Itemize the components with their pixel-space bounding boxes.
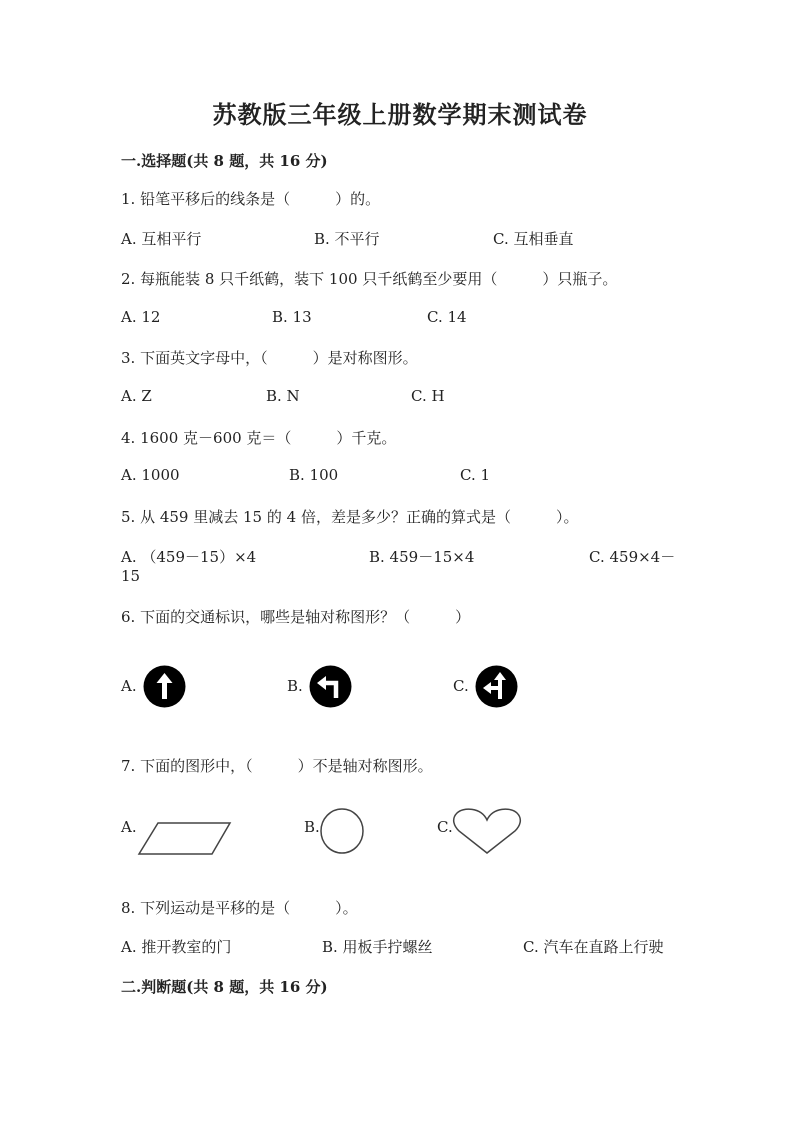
question-5: 5. 从 459 里减去 15 的 4 倍，差是多少？正确的算式是（ ）。 — [121, 508, 579, 526]
question-2: 2. 每瓶能装 8 只千纸鹤，装下 100 只千纸鹤至少要用（ ）只瓶子。 — [121, 270, 618, 288]
q3-option-c: C. H — [411, 387, 445, 405]
section-heading-choice: 一.选择题(共 8 题，共 16 分) — [121, 152, 328, 170]
straight-arrow-sign-icon — [143, 665, 186, 708]
q7-option-a: A. — [121, 818, 137, 836]
question-8: 8. 下列运动是平移的是（ ）。 — [121, 899, 358, 917]
q7-option-b: B. — [304, 818, 320, 836]
q1-option-c: C. 互相垂直 — [493, 230, 574, 248]
section-heading-judgement: 二.判断题(共 8 题，共 16 分) — [121, 978, 328, 996]
q2-option-c: C. 14 — [427, 308, 467, 326]
q4-option-a: A. 1000 — [121, 466, 180, 484]
q3-option-b: B. N — [266, 387, 300, 405]
q4-option-b: B. 100 — [289, 466, 339, 484]
question-1: 1. 铅笔平移后的线条是（ ）的。 — [121, 190, 381, 208]
q2-option-a: A. 12 — [121, 308, 161, 326]
q5-option-c: C. 459×4－ — [589, 548, 676, 566]
page-title: 苏教版三年级上册数学期末测试卷 — [212, 100, 588, 129]
parallelogram-icon — [136, 820, 234, 858]
question-7: 7. 下面的图形中，（ ）不是轴对称图形。 — [121, 757, 433, 775]
q6-option-b: B. — [287, 677, 303, 695]
left-turn-sign-icon — [309, 665, 352, 708]
heart-icon — [451, 804, 523, 856]
straight-or-left-sign-icon — [475, 665, 518, 708]
question-6: 6. 下面的交通标识，哪些是轴对称图形？（ ） — [121, 608, 471, 626]
q6-option-c: C. — [453, 677, 469, 695]
q1-option-b: B. 不平行 — [314, 230, 380, 248]
q3-option-a: A. Z — [121, 387, 152, 405]
q8-option-a: A. 推开教室的门 — [121, 938, 232, 956]
q2-option-b: B. 13 — [272, 308, 312, 326]
q5-option-a: A. （459－15）×4 — [121, 548, 257, 566]
q6-option-a: A. — [121, 677, 137, 695]
question-4: 4. 1600 克－600 克＝（ ）千克。 — [121, 429, 397, 447]
q8-option-c: C. 汽车在直路上行驶 — [523, 938, 664, 956]
q1-option-a: A. 互相平行 — [121, 230, 202, 248]
q7-option-c: C. — [437, 818, 453, 836]
q5-option-c-continued: 15 — [121, 567, 141, 585]
q8-option-b: B. 用板手拧螺丝 — [322, 938, 433, 956]
q5-option-b: B. 459－15×4 — [369, 548, 475, 566]
question-3: 3. 下面英文字母中，（ ）是对称图形。 — [121, 349, 418, 367]
q4-option-c: C. 1 — [460, 466, 491, 484]
circle-icon — [319, 806, 367, 856]
